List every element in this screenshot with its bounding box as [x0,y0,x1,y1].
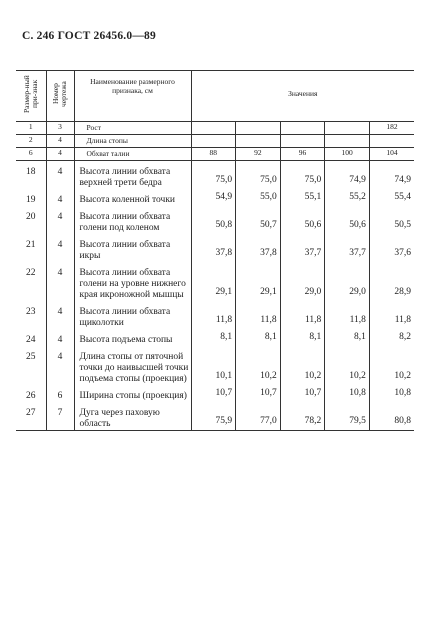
row-feature-name: Высота линии обхвата голени на уровне нижнего края икроножной мышцы [74,262,191,301]
row-feature-number: 27 [16,402,46,431]
row-value: 80,8 [394,416,412,426]
row-value: 50,6 [280,206,325,234]
subheader-number: 2 [16,135,46,148]
row-value: 11,8 [394,315,412,325]
row-value: 10,2 [236,346,281,385]
row-feature-name: Дуга через паховую область [74,402,191,431]
subheader-value [325,135,370,148]
row-value: 8,1 [280,329,325,346]
row-drawing-number: 4 [46,262,74,301]
table-row [16,385,414,402]
subheader-name: Длина стопы [74,135,191,148]
table-row [16,301,414,329]
row-feature-number: 26 [16,385,46,402]
subheader-value [369,135,414,148]
row-value: 10,8 [325,385,370,402]
subheader-drawing: 3 [46,122,74,135]
measurements-table [16,70,414,431]
row-value: 29,1 [191,262,236,301]
table-row [16,402,414,431]
row-feature-name: Высота линии обхвата голени под коленом [74,206,191,234]
row-value: 74,9 [325,161,370,190]
subheader-value [236,122,281,135]
subheader-value [280,135,325,148]
row-value: 55,0 [236,189,281,206]
row-value: 8,1 [191,329,236,346]
row-value: 8,1 [325,329,370,346]
row-value: 10,2 [280,346,325,385]
row-value: 55,1 [280,189,325,206]
table-row [16,346,414,385]
row-value: 8,1 [236,329,281,346]
row-value: 75,0 [236,161,281,190]
row-value: 75,9 [191,402,236,431]
subheader-number: 6 [16,148,46,161]
row-value: 10,7 [280,385,325,402]
row-feature-number: 18 [16,161,46,190]
row-value: 11,8 [191,301,236,329]
subheader-value [191,122,236,135]
subheader-value: 96 [280,148,325,161]
row-value: 29,0 [280,262,325,301]
subheader-name: Рост [74,122,191,135]
subheader-value: 104 [386,148,398,157]
subheader-value [280,122,325,135]
header-feature-number: Размер-ный при-знак [16,71,46,122]
row-feature-name: Высота коленной точки [74,189,191,206]
row-value: 37,8 [191,234,236,262]
row-feature-number: 25 [16,346,46,385]
row-feature-number: 21 [16,234,46,262]
row-value: 37,7 [280,234,325,262]
row-value: 75,0 [280,161,325,190]
table-row [16,234,414,262]
row-drawing-number: 4 [46,189,74,206]
subheader-value [236,135,281,148]
row-value: 37,7 [325,234,370,262]
row-value: 50,5 [394,220,412,230]
row-feature-number: 24 [16,329,46,346]
page-header: С. 246 ГОСТ 26456.0—89 [22,30,156,42]
table-row [16,189,414,206]
row-value: 50,6 [325,206,370,234]
row-feature-number: 22 [16,262,46,301]
row-value: 10,7 [236,385,281,402]
subheader-value [191,135,236,148]
subheader-drawing: 4 [46,135,74,148]
row-drawing-number: 4 [46,301,74,329]
row-value: 11,8 [325,301,370,329]
row-value: 10,2 [325,346,370,385]
row-value: 10,8 [394,388,412,398]
subheader-value: 88 [191,148,236,161]
row-feature-name: Высота подъема стопы [74,329,191,346]
row-drawing-number: 4 [46,234,74,262]
row-drawing-number: 6 [46,385,74,402]
row-value: 77,0 [236,402,281,431]
subheader-value [325,122,370,135]
row-value: 79,5 [325,402,370,431]
row-feature-name: Длина стопы от пяточной точки до наивысшей точки подъема стопы (проекция) [74,346,191,385]
subheader-value: 182 [386,122,398,131]
row-value: 37,8 [236,234,281,262]
subheader-value: 100 [325,148,370,161]
row-value: 50,7 [236,206,281,234]
row-drawing-number: 7 [46,402,74,431]
header-values: Значения [288,89,318,98]
row-value: 28,9 [394,287,412,297]
row-value: 29,0 [325,262,370,301]
row-feature-number: 19 [16,189,46,206]
subheader-row [16,122,414,135]
row-value: 78,2 [280,402,325,431]
table-row [16,329,414,346]
header-feature-name: Наименование размерного признака, см [74,71,191,122]
subheader-name: Обхват талии [74,148,191,161]
row-value: 10,2 [394,371,412,381]
table-row [16,206,414,234]
row-value: 74,9 [394,175,412,185]
subheader-row [16,135,414,148]
subheader-row [16,148,414,161]
row-value: 55,4 [394,192,412,202]
row-value: 55,2 [325,189,370,206]
table-row [16,262,414,301]
table-row [16,161,414,190]
row-value: 11,8 [280,301,325,329]
row-value: 29,1 [236,262,281,301]
header-drawing-number: Номер чертежа [46,71,74,122]
row-value: 10,7 [191,385,236,402]
row-value: 10,1 [191,346,236,385]
row-drawing-number: 4 [46,206,74,234]
subheader-number: 1 [16,122,46,135]
row-feature-number: 20 [16,206,46,234]
row-drawing-number: 4 [46,161,74,190]
row-value: 75,0 [191,161,236,190]
row-drawing-number: 4 [46,346,74,385]
row-feature-name: Высота линии обхвата верхней трети бедра [74,161,191,190]
row-value: 50,8 [191,206,236,234]
subheader-drawing: 4 [46,148,74,161]
row-feature-name: Высота линии обхвата икры [74,234,191,262]
row-value: 54,9 [191,189,236,206]
row-drawing-number: 4 [46,329,74,346]
subheader-value: 92 [236,148,281,161]
row-feature-name: Ширина стопы (проекция) [74,385,191,402]
row-value: 8,2 [399,332,412,342]
row-feature-name: Высота линии обхвата щиколотки [74,301,191,329]
row-feature-number: 23 [16,301,46,329]
row-value: 37,6 [394,248,412,258]
row-value: 11,8 [236,301,281,329]
